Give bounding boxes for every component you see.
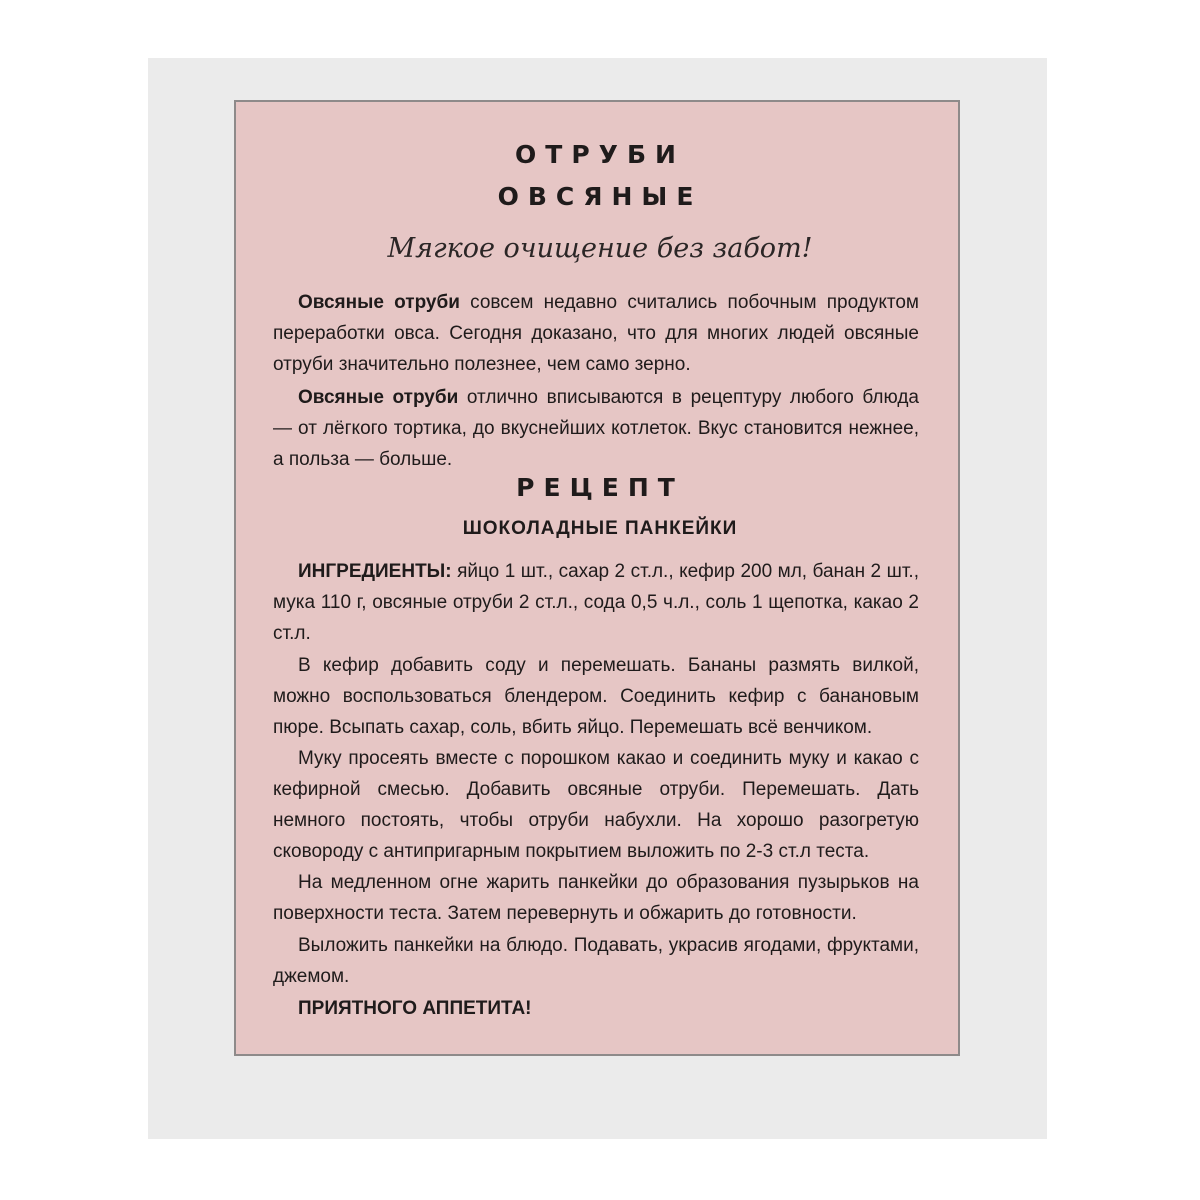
step-3: На медленном огне жарить панкейки до образования пузырьков на поверхности теста. Затем перевернуть и обжарить до готовности. [273, 872, 919, 924]
intro-paragraph-2 [273, 382, 919, 475]
tagline: Мягкое очищение без забот! [387, 233, 813, 264]
ingredients-label: ИНГРЕДИЕНТЫ: [298, 561, 452, 582]
closing-text: ПРИЯТНОГО АППЕТИТА! [298, 998, 532, 1019]
title-line-1: ОТРУБИ [515, 140, 685, 169]
intro-1-text: совсем недавно считались побочным продуктом переработки овса. Сегодня доказано, что для многих людей овсяные отруби значительно полезнее, чем само зерно. [273, 292, 919, 375]
ingredients-paragraph [273, 556, 919, 649]
recipe-name: ШОКОЛАДНЫЕ ПАНКЕЙКИ [462, 518, 738, 539]
intro-2-bold: Овсяные отруби [298, 387, 459, 408]
intro-paragraph-1 [273, 287, 919, 380]
step-2: Муку просеять вместе с порошком какао и соединить муку и какао с кефирной смесью. Добавить овсяные отруби. Перемешать. Дать немного постоять, чтобы отруби набухли. На хорошо разогретую сковороду с антипригарным покрытием выложить по 2-3 ст.л теста. [273, 748, 919, 862]
ingredients-text: яйцо 1 шт., сахар 2 ст.л., кефир 200 мл, банан 2 шт., мука 110 г, овсяные отруби 2 ст.л., сода 0,5 ч.л., соль 1 щепотка, какао 2 ст.л. [273, 561, 919, 644]
step-1: В кефир добавить соду и перемешать. Бананы размять вилкой, можно воспользоваться блендером. Соединить кефир с банановым пюре. Всыпать сахар, соль, вбить яйцо. Перемешать всё венчиком. [273, 655, 919, 738]
intro-1-bold: Овсяные отруби [298, 292, 460, 313]
intro-2-text: отлично вписываются в рецептуру любого блюда — от лёгкого тортика, до вкуснейших котлеток. Вкус становится нежнее, а польза — больше. [273, 387, 920, 470]
title-line-2: ОВСЯНЫЕ [497, 182, 703, 211]
recipe-heading: РЕЦЕПТ [516, 473, 684, 502]
step-4: Выложить панкейки на блюдо. Подавать, украсив ягодами, фруктами, джемом. [273, 935, 919, 987]
